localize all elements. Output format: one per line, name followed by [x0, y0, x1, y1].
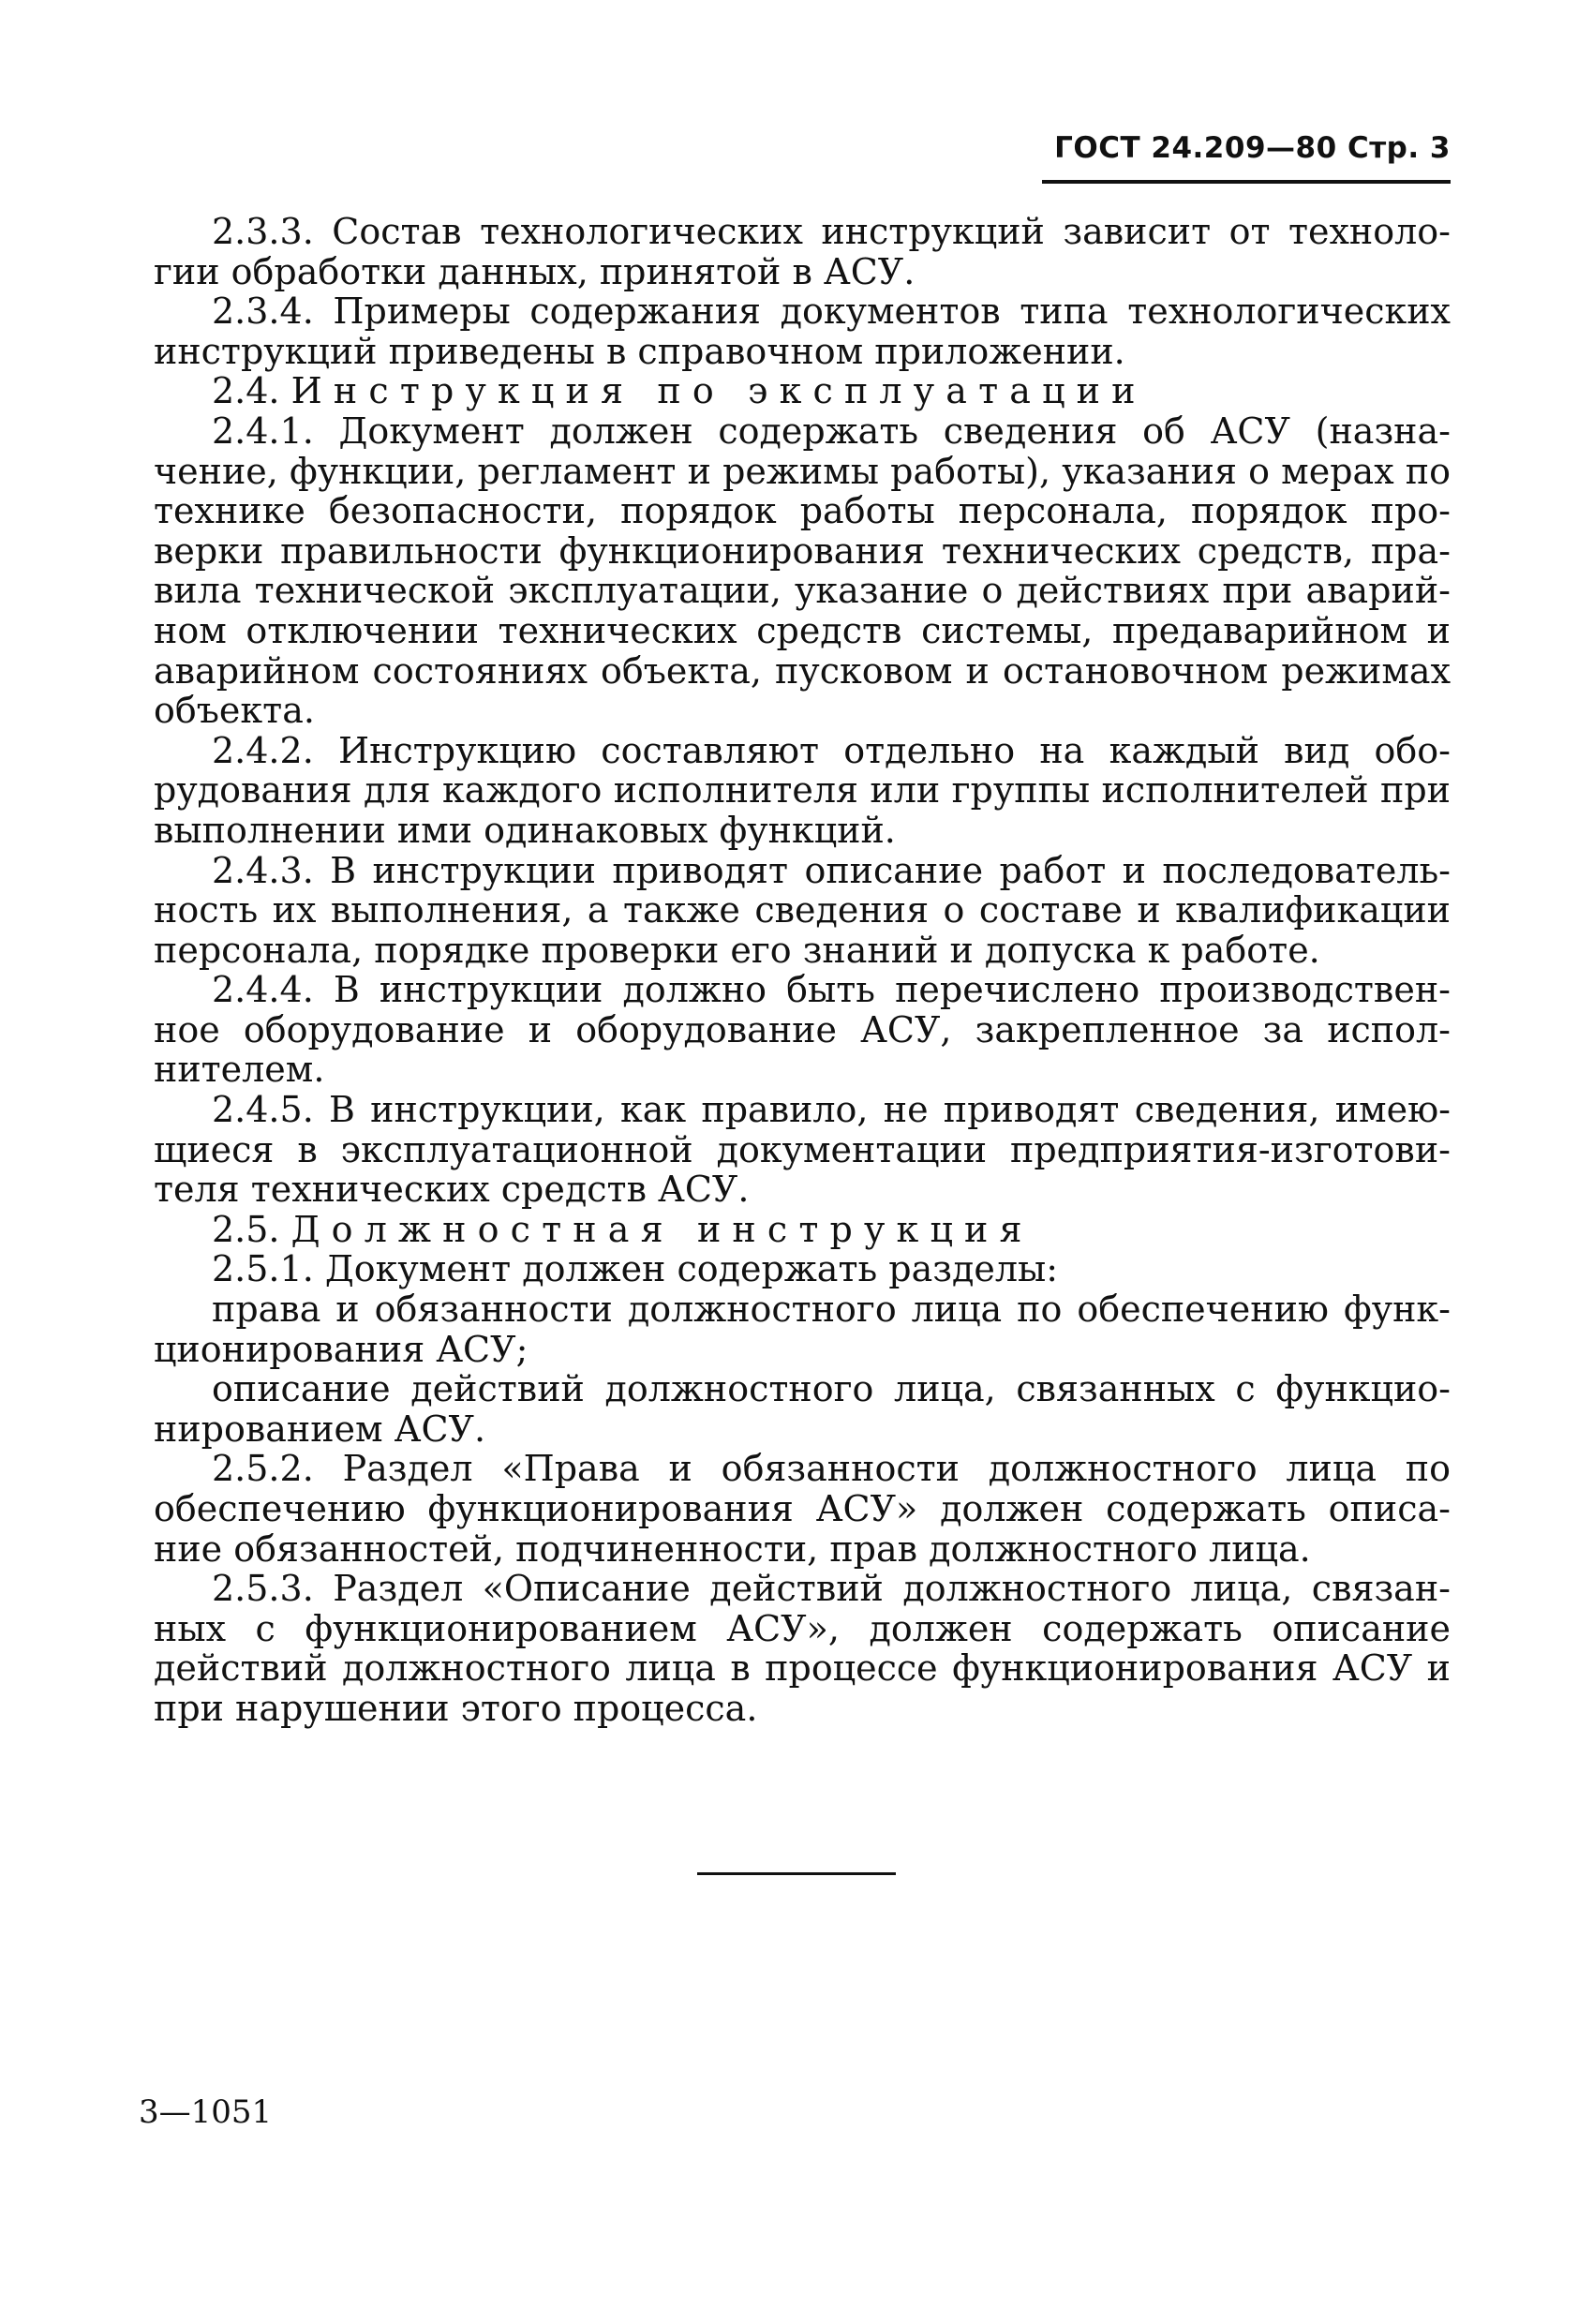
list-item-rights: права и обязанности должностного лица по обеспечению функционирования АСУ; [154, 1289, 1451, 1370]
header-rule [1042, 180, 1451, 184]
paragraph-2-5-1: 2.5.1. Документ должен содержать разделы: [212, 1248, 1059, 1290]
paragraph-2-4-1: 2.4.1. Документ должен содержать сведения об АСУ (назначение, функции, регламент и режимы работы), указания о мерах по технике безопасности, порядок работы персонала, порядок проверки правильности функционирования технических средств, правила технической эксплуатации, указание о действиях при аварийном отключении технических средств системы, предаварийном и аварийном состояниях объекта, пусковом и остановочном режимах объекта. [154, 410, 1451, 732]
paragraph-2-4-5: 2.4.5. В инструкции, как правило, не приводят сведения, имеющиеся в эксплуатационной документации предприятия-изготовителя технических средств АСУ. [154, 1089, 1451, 1211]
paragraph-2-5-3: 2.5.3. Раздел «Описание действий должностного лица, связанных с функционированием АСУ», должен содержать описание действий должностного лица в процессе функционирования АСУ и при нарушении этого процесса. [154, 1568, 1451, 1729]
paragraph-2-5-2: 2.5.2. Раздел «Права и обязанности должностного лица по обеспечению функционирования АСУ» должен содержать описание обязанностей, подчиненности, прав должностного лица. [154, 1448, 1451, 1570]
section-title: Должностная инструкция [290, 1208, 1034, 1250]
section-heading-2-5 [154, 1210, 1451, 1250]
running-head: ГОСТ 24.209—80 Стр. 3 [1054, 131, 1451, 165]
section-number: 2.5. [212, 1208, 280, 1250]
paragraph-2-4-2: 2.4.2. Инструкцию составляют отдельно на каждый вид оборудования для каждого исполнителя или группы исполнителей при выполнении ими одинаковых функций. [154, 729, 1451, 851]
section-title: Инструкция по эксплуатации [290, 370, 1147, 412]
section-number: 2.4. [212, 370, 280, 412]
list-item-actions: описание действий должностного лица, связанных с функционированием АСУ. [154, 1368, 1451, 1450]
paragraph-2-4-3: 2.4.3. В инструкции приводят описание работ и последовательность их выполнения, а также сведения о составе и квалификации персонала, порядке проверки его знаний и допуска к работе. [154, 849, 1451, 971]
section-heading-2-4 [154, 371, 1451, 411]
paragraph-2-4-4: 2.4.4. В инструкции должно быть перечислено производственное оборудование и оборудование АСУ, закрепленное за исполнителем. [154, 969, 1451, 1091]
paragraph-2-3-3: 2.3.3. Состав технологических инструкций зависит от технологии обработки данных, принятой в АСУ. [154, 211, 1451, 292]
document-body [154, 212, 1451, 1729]
paragraph-2-3-4: 2.3.4. Примеры содержания документов типа технологических инструкций приведены в справочном приложении. [154, 290, 1451, 372]
end-of-text-rule [697, 1872, 896, 1875]
sheet-mark: 3—1051 [139, 2093, 273, 2131]
